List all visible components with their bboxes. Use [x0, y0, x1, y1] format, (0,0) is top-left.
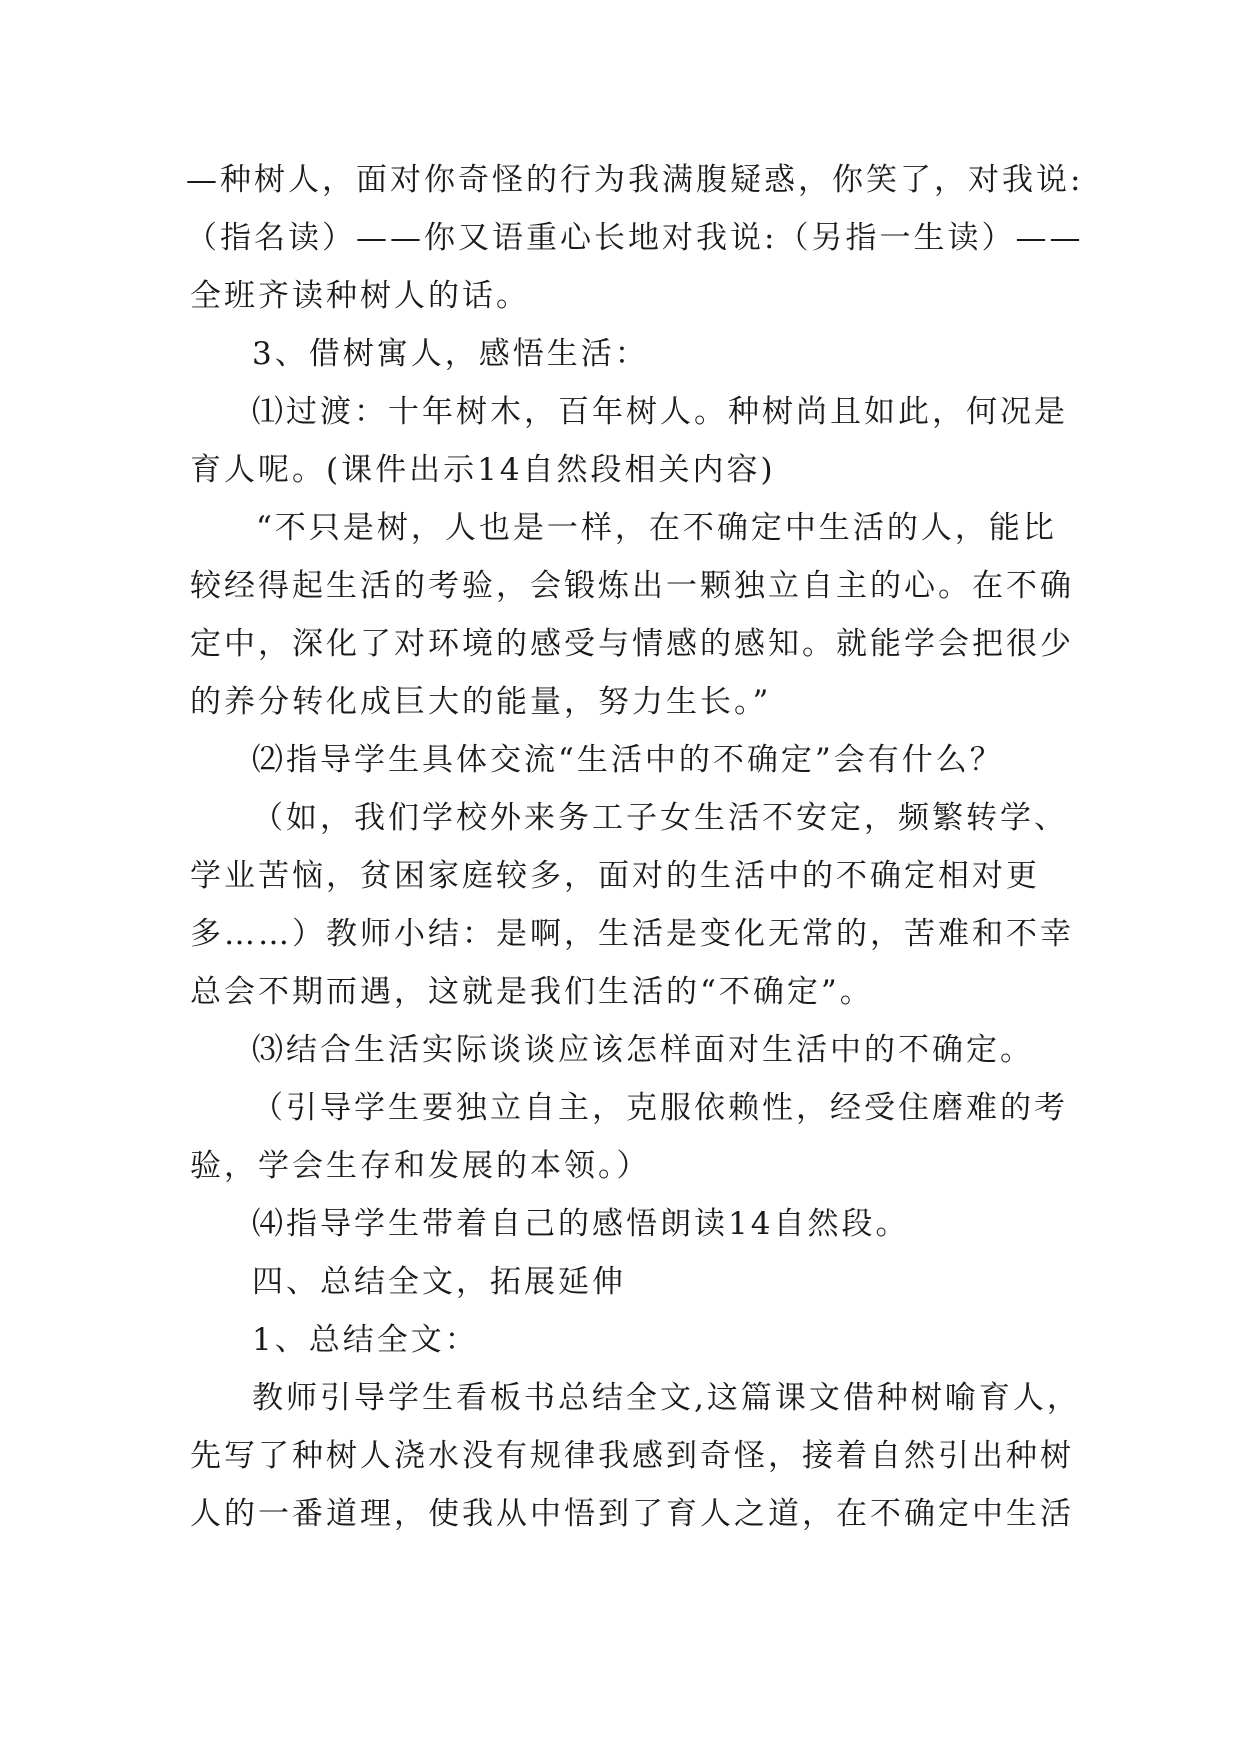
- text-line-10: 的养分转化成巨大的能量，努力生长。”: [190, 684, 772, 720]
- text-line-16: ⑶结合生活实际谈谈应该怎样面对生活中的不确定。: [252, 1032, 1034, 1068]
- text-line-13: 学业苦恼，贫困家庭较多，面对的生活中的不确定相对更: [190, 858, 1040, 894]
- text-line-23: 先写了种树人浇水没有规律我感到奇怪，接着自然引出种树: [190, 1438, 1074, 1474]
- text-line-1: —种树人，面对你奇怪的行为我满腹疑惑，你笑了，对我说:: [186, 162, 1084, 198]
- text-line-15: 总会不期而遇，这就是我们生活的“不确定”。: [190, 974, 874, 1010]
- text-line-14: 多……）教师小结：是啊，生活是变化无常的，苦难和不幸: [190, 916, 1074, 952]
- text-line-22: 教师引导学生看板书总结全文,这篇课文借种树喻育人，: [252, 1380, 1081, 1416]
- section-heading: 四、总结全文，拓展延伸: [252, 1264, 626, 1300]
- text-line-3: 全班齐读种树人的话。: [190, 278, 530, 314]
- text-line-4: 3、借树寓人，感悟生活：: [252, 336, 649, 372]
- text-line-21: 1、总结全文：: [252, 1322, 479, 1358]
- text-line-17: （引导学生要独立自主，克服依赖性，经受住磨难的考: [252, 1090, 1068, 1126]
- text-line-6: 育人呢。(课件出示14自然段相关内容): [190, 452, 776, 488]
- text-line-2: （指名读）——你又语重心长地对我说:（另指一生读）——: [186, 220, 1084, 256]
- text-line-9: 定中，深化了对环境的感受与情感的感知。就能学会把很少: [190, 626, 1074, 662]
- text-line-5: ⑴过渡：十年树木，百年树人。种树尚且如此，何况是: [252, 394, 1068, 430]
- text-line-8: 较经得起生活的考验，会锻炼出一颗独立自主的心。在不确: [190, 568, 1074, 604]
- text-line-24: 人的一番道理，使我从中悟到了育人之道，在不确定中生活: [190, 1496, 1074, 1532]
- text-line-18: 验，学会生存和发展的本领。）: [190, 1148, 651, 1184]
- text-line-7: “不只是树，人也是一样，在不确定中生活的人，能比: [256, 510, 1057, 546]
- text-line-19: ⑷指导学生带着自己的感悟朗读14自然段。: [252, 1206, 910, 1242]
- text-line-12: （如，我们学校外来务工子女生活不安定，频繁转学、: [252, 800, 1068, 836]
- text-line-11: ⑵指导学生具体交流“生活中的不确定”会有什么？: [252, 742, 1004, 778]
